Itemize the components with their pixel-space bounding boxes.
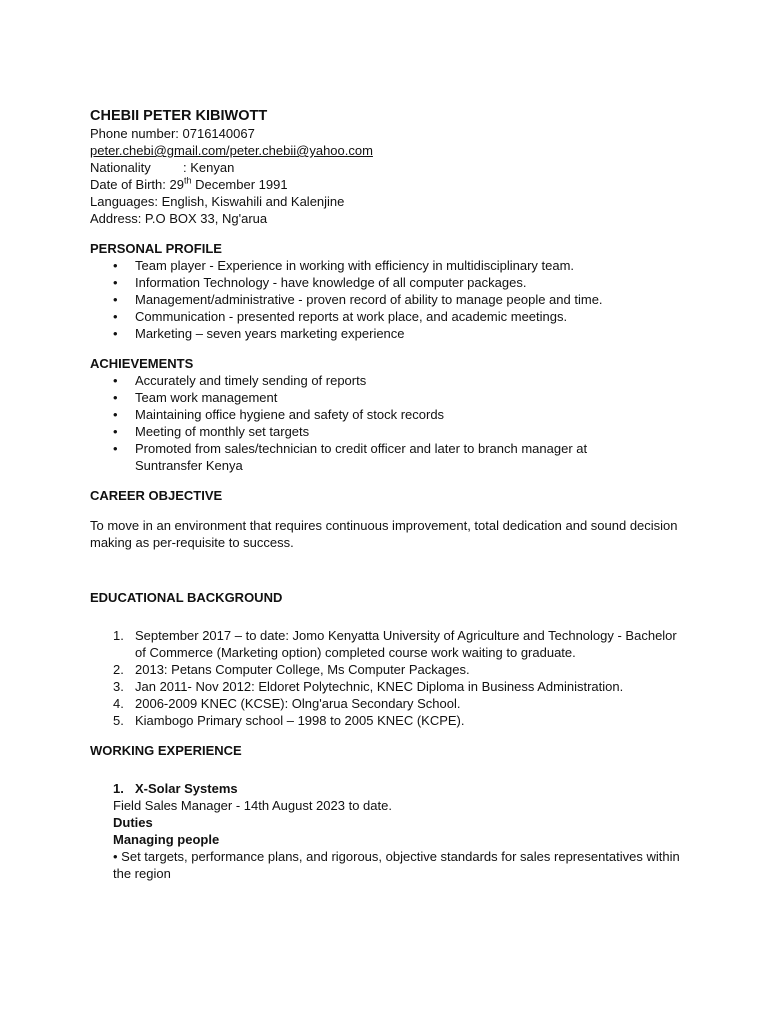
- list-item: [90, 678, 730, 695]
- list-item: [90, 627, 730, 661]
- list-item-text: Kiambogo Primary school – 1998 to 2005 KNEC (KCPE).: [135, 713, 465, 728]
- bullet-icon: •: [113, 407, 118, 422]
- job-company: X-Solar Systems: [135, 781, 238, 796]
- resume-content: [90, 107, 730, 882]
- list-item: [90, 389, 730, 406]
- list-item: [90, 661, 730, 678]
- list-item-text: 2006-2009 KNEC (KCSE): Olng'arua Secondary School.: [135, 696, 461, 711]
- list-item-text: Team work management: [135, 390, 278, 405]
- job-role: Field Sales Manager - 14th August 2023 to date.: [113, 798, 392, 813]
- dob-suffix: December 1991: [191, 177, 288, 192]
- list-item-text: Jan 2011- Nov 2012: Eldoret Polytechnic, KNEC Diploma in Business Administration.: [135, 679, 624, 694]
- list-item: [90, 274, 730, 291]
- section-heading: EDUCATIONAL BACKGROUND: [90, 590, 283, 605]
- list-item-text: Team player - Experience in working with efficiency in multidisciplinary team.: [135, 258, 575, 273]
- section-heading: PERSONAL PROFILE: [90, 241, 222, 256]
- list-item: [90, 712, 730, 729]
- list-item: [90, 695, 730, 712]
- job-entry: [90, 780, 730, 882]
- list-item-text: Marketing – seven years marketing experience: [135, 326, 405, 341]
- education-section: [90, 589, 730, 729]
- list-item: [90, 372, 730, 389]
- list-item-text: Promoted from sales/technician to credit officer and later to branch manager at Suntransfer Kenya: [135, 441, 588, 473]
- nationality-label: Nationality: [90, 160, 151, 175]
- list-number: 4.: [113, 696, 124, 711]
- email-link[interactable]: peter.chebi@gmail.com/peter.chebii@yahoo.com: [90, 143, 373, 158]
- education-list: [90, 627, 730, 729]
- list-item-text: Communication - presented reports at work place, and academic meetings.: [135, 309, 568, 324]
- nationality-value: : Kenyan: [183, 160, 235, 175]
- list-item: [90, 423, 730, 440]
- section-heading: CAREER OBJECTIVE: [90, 488, 223, 503]
- section-heading: ACHIEVEMENTS: [90, 356, 194, 371]
- list-item: [90, 325, 730, 342]
- phone-number: Phone number: 0716140067: [90, 126, 255, 141]
- profile-list: [90, 257, 730, 342]
- list-item: [90, 308, 730, 325]
- list-item: [90, 406, 730, 423]
- duty-line: • Set targets, performance plans, and rigorous, objective standards for sales representatives within the region: [113, 849, 680, 881]
- job-number: 1.: [113, 781, 124, 796]
- bullet-icon: •: [113, 258, 118, 273]
- job-title: [113, 780, 690, 797]
- bullet-icon: •: [113, 441, 118, 456]
- personal-profile-section: [90, 240, 730, 342]
- bullet-icon: •: [113, 390, 118, 405]
- languages: Languages: English, Kiswahili and Kalenjine: [90, 194, 345, 209]
- bullet-icon: •: [113, 275, 118, 290]
- list-number: 5.: [113, 713, 124, 728]
- list-item-text: September 2017 – to date: Jomo Kenyatta University of Agriculture and Technology - Bachelor of Commerce (Marketing option) completed course work waiting to graduate.: [135, 628, 677, 660]
- list-item-text: Maintaining office hygiene and safety of stock records: [135, 407, 445, 422]
- duties-subheading: Managing people: [113, 832, 220, 847]
- list-item-text: Information Technology - have knowledge of all computer packages.: [135, 275, 527, 290]
- candidate-name: CHEBII PETER KIBIWOTT: [90, 108, 268, 124]
- career-objective-section: [90, 487, 730, 551]
- bullet-icon: •: [113, 373, 118, 388]
- dob-prefix: Date of Birth: 29: [90, 177, 184, 192]
- objective-text: To move in an environment that requires continuous improvement, total dedication and sound decision making as per-requisite to success.: [90, 518, 678, 550]
- list-item-text: Management/administrative - proven record of ability to manage people and time.: [135, 292, 603, 307]
- working-experience-section: [90, 742, 730, 882]
- list-item-text: 2013: Petans Computer College, Ms Computer Packages.: [135, 662, 470, 677]
- list-item: [90, 291, 730, 308]
- list-number: 3.: [113, 679, 124, 694]
- duties-label: Duties: [113, 815, 153, 830]
- list-number: 1.: [113, 628, 124, 643]
- date-of-birth: [90, 176, 730, 193]
- achievements-list: [90, 372, 730, 474]
- section-heading: WORKING EXPERIENCE: [90, 743, 242, 758]
- address: Address: P.O BOX 33, Ng'arua: [90, 211, 268, 226]
- list-item: [90, 440, 730, 474]
- bullet-icon: •: [113, 309, 118, 324]
- dob-superscript: th: [183, 175, 192, 186]
- bullet-icon: •: [113, 424, 118, 439]
- bullet-icon: •: [113, 292, 118, 307]
- list-item-text: Accurately and timely sending of reports: [135, 373, 367, 388]
- nationality: [90, 159, 730, 176]
- list-item: [90, 257, 730, 274]
- bullet-icon: •: [113, 326, 118, 341]
- achievements-section: [90, 355, 730, 474]
- list-item-text: Meeting of monthly set targets: [135, 424, 310, 439]
- list-number: 2.: [113, 662, 124, 677]
